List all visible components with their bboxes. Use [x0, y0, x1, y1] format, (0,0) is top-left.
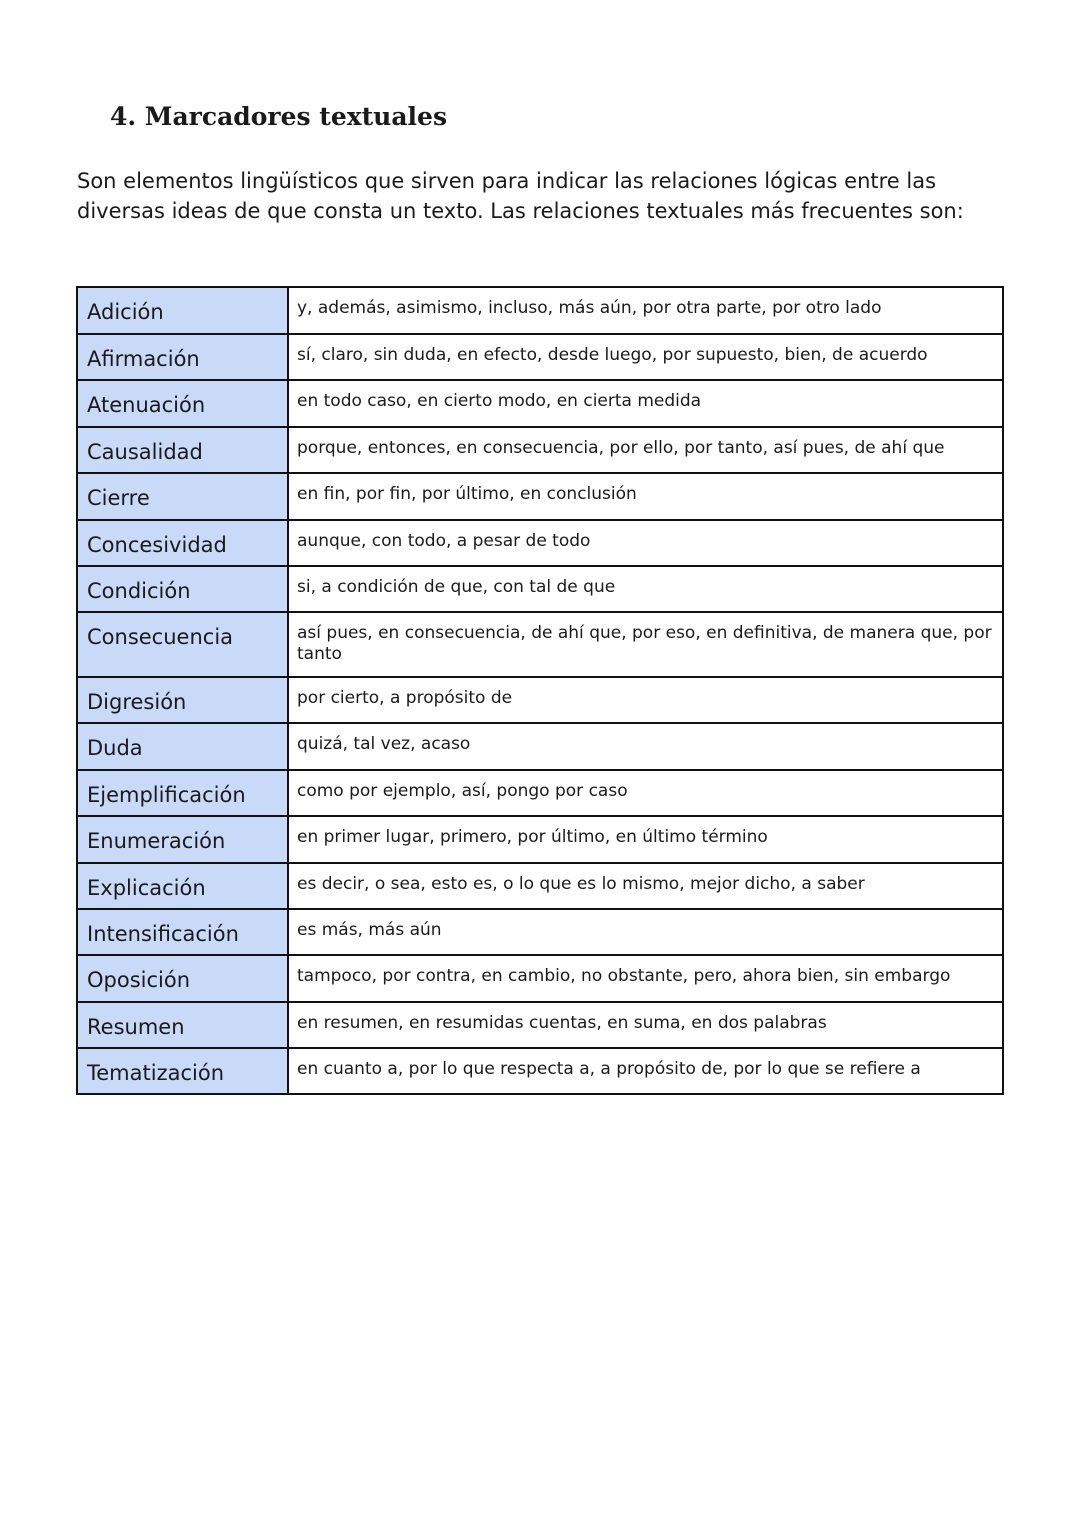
table-row: [77, 566, 1003, 612]
table-row: [77, 473, 1003, 520]
markers-cell: aunque, con todo, a pesar de todo: [288, 520, 1003, 566]
markers-cell: si, a condición de que, con tal de que: [288, 566, 1003, 612]
category-cell: Concesividad: [77, 520, 288, 566]
table-row: [77, 380, 1003, 427]
table-row: [77, 955, 1003, 1002]
markers-cell: es más, más aún: [288, 909, 1003, 955]
category-cell: Oposición: [77, 955, 288, 1002]
category-cell: Condición: [77, 566, 288, 612]
section-title: 4. Marcadores textuales: [110, 102, 448, 131]
category-cell: Causalidad: [77, 427, 288, 473]
category-cell: Afirmación: [77, 334, 288, 380]
category-cell: Consecuencia: [77, 612, 288, 677]
markers-cell: en resumen, en resumidas cuentas, en suma, en dos palabras: [288, 1002, 1003, 1048]
table-row: [77, 816, 1003, 863]
table-row: [77, 520, 1003, 566]
markers-cell: como por ejemplo, así, pongo por caso: [288, 770, 1003, 816]
category-cell: Enumeración: [77, 816, 288, 863]
table-row: [77, 1048, 1003, 1094]
table-row: [77, 770, 1003, 816]
markers-cell: tampoco, por contra, en cambio, no obstante, pero, ahora bien, sin embargo: [288, 955, 1003, 1002]
table-row: [77, 287, 1003, 334]
markers-cell: así pues, en consecuencia, de ahí que, por eso, en definitiva, de manera que, por tanto: [288, 612, 1003, 677]
category-cell: Resumen: [77, 1002, 288, 1048]
markers-cell: en todo caso, en cierto modo, en cierta medida: [288, 380, 1003, 427]
category-cell: Explicación: [77, 863, 288, 909]
category-cell: Cierre: [77, 473, 288, 520]
category-cell: Ejemplificación: [77, 770, 288, 816]
category-cell: Duda: [77, 723, 288, 770]
text-markers-table: [76, 286, 1004, 1095]
markers-cell: sí, claro, sin duda, en efecto, desde luego, por supuesto, bien, de acuerdo: [288, 334, 1003, 380]
table-row: [77, 427, 1003, 473]
category-cell: Digresión: [77, 677, 288, 723]
markers-cell: quizá, tal vez, acaso: [288, 723, 1003, 770]
table-row: [77, 677, 1003, 723]
category-cell: Intensificación: [77, 909, 288, 955]
markers-cell: es decir, o sea, esto es, o lo que es lo mismo, mejor dicho, a saber: [288, 863, 1003, 909]
table-row: [77, 909, 1003, 955]
markers-cell: en cuanto a, por lo que respecta a, a propósito de, por lo que se refiere a: [288, 1048, 1003, 1094]
table-row: [77, 612, 1003, 677]
markers-cell: en fin, por fin, por último, en conclusión: [288, 473, 1003, 520]
markers-cell: en primer lugar, primero, por último, en último término: [288, 816, 1003, 863]
markers-cell: por cierto, a propósito de: [288, 677, 1003, 723]
table-row: [77, 334, 1003, 380]
intro-paragraph: Son elementos lingüísticos que sirven para indicar las relaciones lógicas entre las diversas ideas de que consta un texto. Las relaciones textuales más frecuentes son:: [77, 169, 964, 223]
markers-cell: y, además, asimismo, incluso, más aún, por otra parte, por otro lado: [288, 287, 1003, 334]
category-cell: Adición: [77, 287, 288, 334]
category-cell: Atenuación: [77, 380, 288, 427]
table-row: [77, 1002, 1003, 1048]
category-cell: Tematización: [77, 1048, 288, 1094]
table-row: [77, 723, 1003, 770]
table-row: [77, 863, 1003, 909]
markers-cell: porque, entonces, en consecuencia, por ello, por tanto, así pues, de ahí que: [288, 427, 1003, 473]
